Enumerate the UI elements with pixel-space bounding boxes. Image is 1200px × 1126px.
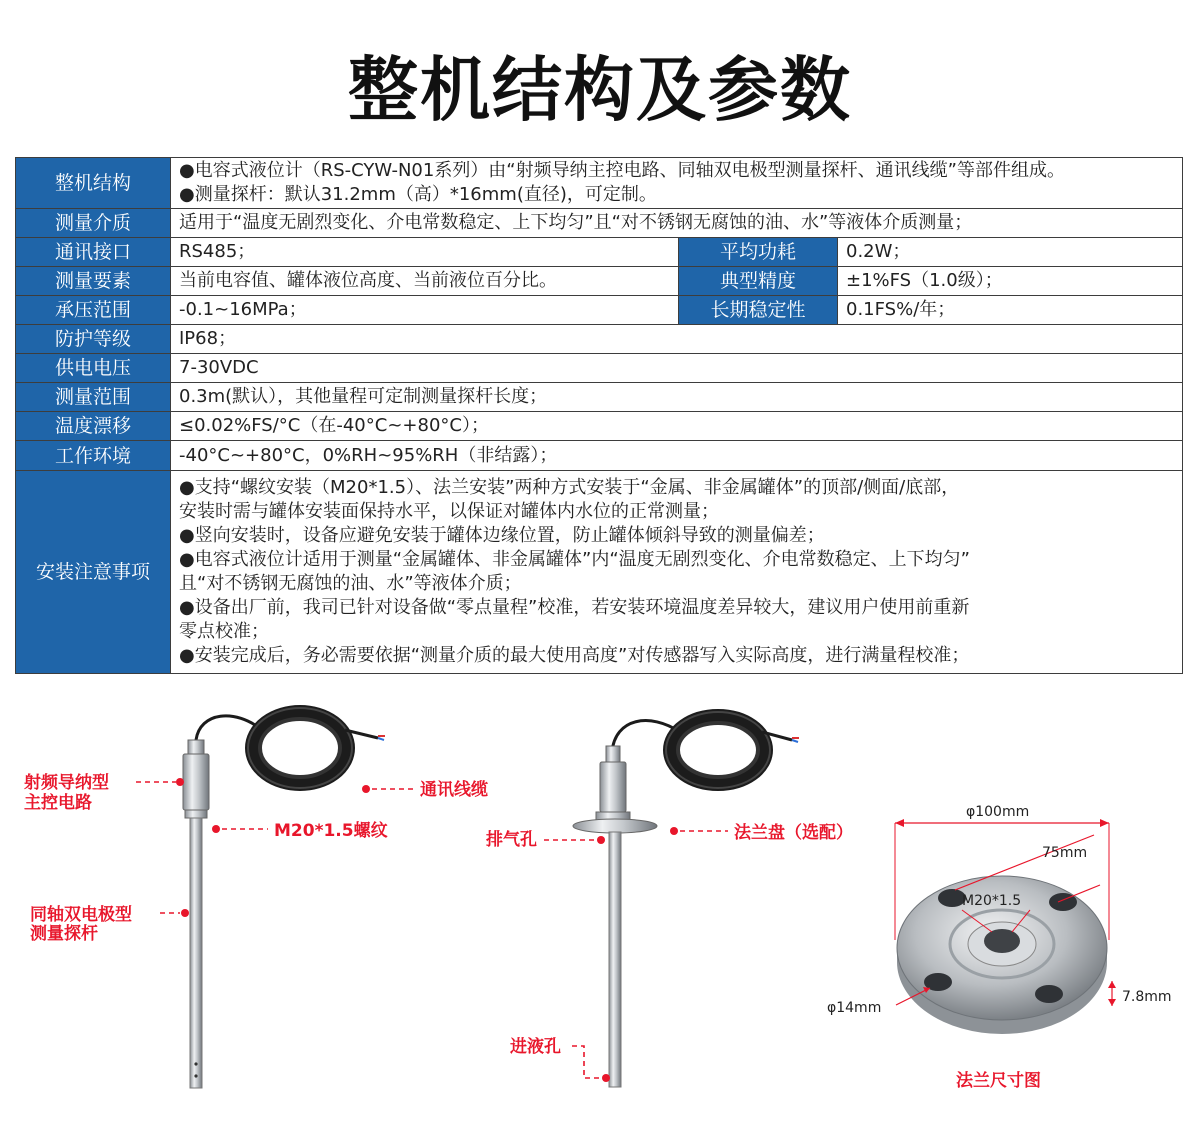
thread-dim-label: M20*1.5 [962, 893, 1022, 909]
supply-label: 供电电压 [16, 354, 171, 383]
cable-label: 通讯线缆 [420, 780, 488, 800]
interface-label: 通讯接口 [16, 238, 171, 267]
install-line: 安装时需与罐体安装面保持水平，以保证对罐体内水位的正常测量； [179, 501, 719, 522]
spec-table [15, 157, 1183, 674]
range-label: 测量范围 [16, 383, 171, 412]
spec-row-environment [16, 441, 1183, 471]
power-value: 0.2W； [838, 238, 1183, 267]
elements-value: 当前电容值、罐体液位高度、当前液位百分比。 [171, 267, 679, 296]
protection-value: IP68； [171, 325, 1183, 354]
install-label: 安装注意事项 [16, 471, 171, 674]
range-value: 0.3m(默认），其他量程可定制测量探杆长度； [171, 383, 1183, 412]
supply-value: 7-30VDC [171, 354, 1183, 383]
thread-mount-sensor [183, 708, 385, 1088]
power-label: 平均功耗 [679, 238, 838, 267]
spec-row-pressure [16, 296, 1183, 325]
cable-coil-middle [666, 712, 799, 788]
circuit-label-line1: 射频导纳型 [24, 773, 109, 793]
install-line: ●安装完成后，务必需要依据“测量介质的最大使用高度”对传感器写入实际高度，进行满量程校准； [179, 645, 970, 666]
environment-value: -40°C~+80°C，0%RH~95%RH（非结露）； [171, 441, 1183, 471]
install-line: 且“对不锈钢无腐蚀的油、水”等液体介质； [179, 573, 522, 594]
install-value [171, 471, 1183, 674]
spec-row-medium [16, 209, 1183, 238]
environment-label: 工作环境 [16, 441, 171, 471]
pressure-value: -0.1~16MPa； [171, 296, 679, 325]
structure-value [171, 158, 1183, 209]
install-line: ●电容式液位计适用于测量“金属罐体、非金属罐体”内“温度无剧烈变化、介电常数稳定、上下均匀” [179, 549, 971, 570]
stability-label: 长期稳定性 [679, 296, 838, 325]
thread-label: M20*1.5螺纹 [274, 821, 388, 841]
flange-caption: 法兰尺寸图 [956, 1071, 1041, 1091]
install-line: ●设备出厂前，我司已针对设备做“零点量程”校准，若安装环境温度差异较大，建议用户使用前重新 [179, 597, 970, 618]
spec-row-drift [16, 412, 1183, 441]
probe-label-line1: 同轴双电极型 [30, 905, 132, 925]
protection-label: 防护等级 [16, 325, 171, 354]
structure-label: 整机结构 [16, 158, 171, 209]
spec-row-range [16, 383, 1183, 412]
spec-row-interface [16, 238, 1183, 267]
hole-diameter-label: φ14mm [827, 1000, 882, 1016]
product-diagram [0, 690, 1200, 1126]
stability-value: 0.1FS%/年； [838, 296, 1183, 325]
pressure-label: 承压范围 [16, 296, 171, 325]
medium-value: 适用于“温度无剧烈变化、介电常数稳定、上下均匀”且“对不锈钢无腐蚀的油、水”等液体介质测量； [171, 209, 1183, 238]
install-line: ●支持“螺纹安装（M20*1.5）、法兰安装”两种方式安装于“金属、非金属罐体”的顶部/侧面/底部， [179, 477, 960, 498]
structure-line: ●测量探杆：默认31.2mm（高）*16mm(直径)，可定制。 [179, 184, 657, 205]
circuit-label-line2: 主控电路 [24, 793, 92, 813]
install-line: 零点校准； [179, 621, 269, 642]
drift-label: 温度漂移 [16, 412, 171, 441]
pitch-label: 75mm [1042, 845, 1088, 861]
cable-coil-left [248, 708, 385, 788]
spec-row-elements [16, 267, 1183, 296]
structure-line: ●电容式液位计（RS-CYW-N01系列）由“射频导纳主控电路、同轴双电极型测量探杆、通讯线缆”等部件组成。 [179, 160, 1065, 181]
spec-row-protection [16, 325, 1183, 354]
spec-row-supply [16, 354, 1183, 383]
probe-label-line2: 测量探杆 [30, 924, 98, 944]
spec-row-structure [16, 158, 1183, 209]
thickness-label: 7.8mm [1122, 989, 1172, 1005]
outer-diameter-label: φ100mm [966, 804, 1030, 820]
page-title: 整机结构及参数 [348, 49, 852, 131]
flange-label: 法兰盘（选配） [734, 823, 853, 843]
accuracy-label: 典型精度 [679, 267, 838, 296]
install-line: ●竖向安装时，设备应避免安装于罐体边缘位置，防止罐体倾斜导致的测量偏差； [179, 525, 825, 546]
elements-label: 测量要素 [16, 267, 171, 296]
flange-mount-sensor [573, 712, 799, 1087]
spec-row-install [16, 471, 1183, 674]
accuracy-value: ±1%FS（1.0级）； [838, 267, 1183, 296]
interface-value: RS485； [171, 238, 679, 267]
drift-value: ≤0.02%FS/°C（在-40°C~+80°C）； [171, 412, 1183, 441]
vent-label: 排气孔 [486, 830, 537, 850]
medium-label: 测量介质 [16, 209, 171, 238]
inlet-label: 进液孔 [510, 1037, 561, 1057]
